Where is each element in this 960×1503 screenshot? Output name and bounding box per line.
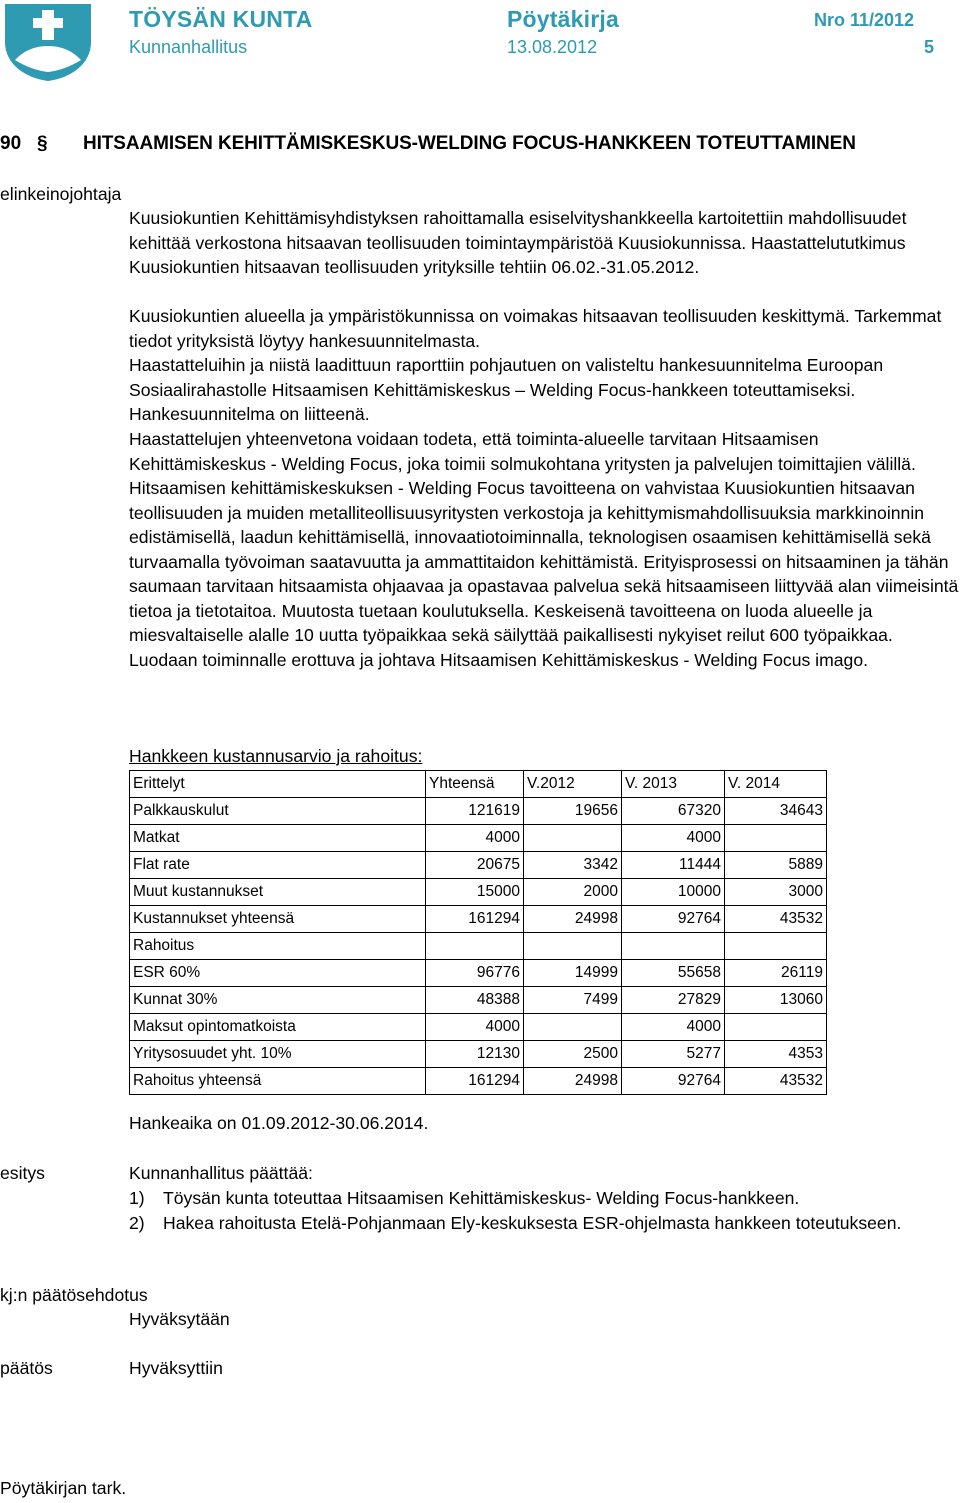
proposal-label: esitys [0,1163,45,1183]
value-cell: 14999 [524,960,622,987]
cost-table-heading: Hankkeen kustannusarvio ja rahoitus: [129,746,423,766]
governing-body: Kunnanhallitus [129,37,248,57]
document-type: Pöytäkirja [507,6,619,32]
value-cell: 3342 [524,852,622,879]
item-number: 1) [129,1188,145,1208]
value-cell [426,933,524,960]
value-cell: 161294 [426,1068,524,1095]
draft-decision-text: Hyväksytään [129,1309,230,1329]
table-row [130,1068,827,1095]
cost-table-header-row [130,771,827,798]
row-label-cell: Kustannukset yhteensä [130,906,426,933]
item-number: 2) [129,1213,145,1233]
section-title: HITSAAMISEN KEHITTÄMISKESKUS-WELDING FOCUS-HANKKEEN TOTEUTTAMINEN [83,133,856,154]
cost-table [129,770,827,1095]
value-cell: 55658 [622,960,725,987]
value-cell [725,1014,827,1041]
row-label-cell: Maksut opintomatkoista [130,1014,426,1041]
value-cell [725,933,827,960]
section-symbol: § [37,133,48,154]
value-cell: 12130 [426,1041,524,1068]
value-cell: 4000 [622,825,725,852]
value-cell: 24998 [524,906,622,933]
proposal-item [129,1211,960,1236]
table-row [130,1041,827,1068]
paragraph-project-plan: Haastatteluihin ja niistä laadittuun raporttiin pohjautuen on valisteltu hankesuunnitelma Euroopan Sosiaalirahastolle Hitsaamisen Kehittämiskeskus – Welding Focus-hankkeen toteuttamiseksi. Hankesuunnitelma on liitteenä. [129,355,884,424]
table-row [130,1014,827,1041]
value-cell: 43532 [725,906,827,933]
value-cell: 11444 [622,852,725,879]
coat-of-arms-icon [3,2,93,82]
minutes-checker-footer: Pöytäkirjan tark. [0,1478,127,1498]
table-row [130,960,827,987]
value-cell: 3000 [725,879,827,906]
value-cell [524,825,622,852]
row-label-cell: Muut kustannukset [130,879,426,906]
value-cell: 7499 [524,987,622,1014]
header-cell: Yhteensä [426,771,524,798]
value-cell [524,1014,622,1041]
row-label-cell: Palkkauskulut [130,798,426,825]
decision-text: Hyväksyttiin [129,1358,223,1378]
value-cell: 10000 [622,879,725,906]
value-cell [725,825,827,852]
header-cell: Erittelyt [130,771,426,798]
section-number: 90 [0,133,22,154]
value-cell: 27829 [622,987,725,1014]
value-cell: 19656 [524,798,622,825]
item-text: Töysän kunta toteuttaa Hitsaamisen Kehittämiskeskus- Welding Focus-hankkeen. [163,1188,800,1208]
table-row [130,906,827,933]
table-row [130,933,827,960]
value-cell: 48388 [426,987,524,1014]
value-cell: 92764 [622,1068,725,1095]
project-period: Hankeaika on 01.09.2012-30.06.2014. [129,1113,429,1133]
value-cell: 26119 [725,960,827,987]
paragraph-industry-cluster: Kuusiokuntien alueella ja ympäristökunnissa on voimakas hitsaavan teollisuuden keskittymä. Tarkemmat tiedot yrityksistä löytyy hankesuunnitelmasta. [129,306,942,351]
table-row [130,987,827,1014]
table-row [130,852,827,879]
paragraph-summary: Haastattelujen yhteenvetona voidaan todeta, että toiminta-alueelle tarvitaan Hitsaamisen Kehittämiskeskus - Welding Focus, joka toimii solmukohtana yritysten ja palvelujen toimittajien välillä. Hitsaamisen kehittämiskeskuksen - Welding Focus tavoitteena on vahvistaa Kuusiokuntien hitsaavan teollisuuden ja muiden metalliteollisuusyritysten verkostoja ja kehittymismahdollisuuksia markkinoinnin edistämisellä, laadun kehittämisellä, innovaatiotoiminnalla, teknologisen osaamisen kehittämisellä sekä turvaamalla työvoiman saatavuutta ja ammattitaidon kehittämistä. Erityisprosessi on hitsaaminen ja tähän saumaan tarvitaan hitsaamista ohjaavaa ja opastavaa palvelua sekä hitsaamiseen liittyvää alan viimeisintä tietoa ja tietotaitoa. Muutosta tuetaan koulutuksella. Keskeisenä tavoitteena on luoda alueelle ja miesvaltaiselle alalle 10 uutta työpaikkaa sekä säilyttää paikallisesti nykyiset reilut 600 työpaikkaa. Luodaan toiminnalle erottuva ja johtava Hitsaamisen Kehittämiskeskus - Welding Focus imago. [129,429,959,670]
value-cell: 96776 [426,960,524,987]
value-cell: 43532 [725,1068,827,1095]
row-label-cell: Rahoitus [130,933,426,960]
value-cell: 13060 [725,987,827,1014]
row-label-cell: ESR 60% [130,960,426,987]
value-cell: 121619 [426,798,524,825]
table-row [130,879,827,906]
value-cell: 4353 [725,1041,827,1068]
value-cell: 2000 [524,879,622,906]
document-number: Nro 11/2012 [814,10,915,30]
header-cell: V. 2014 [725,771,827,798]
row-label-cell: Yritysosuudet yht. 10% [130,1041,426,1068]
paragraph-background: Kuusiokuntien Kehittämisyhdistyksen rahoittamalla esiselvityshankkeella kartoitettiin mahdollisuudet kehittää verkostona hitsaavan teollisuuden toimintaympäristöä Kuusiokunnissa. Haastattelututkimus Kuusiokuntien hitsaavan teollisuuden yrityksille tehtiin 06.02.-31.05.2012. [129,208,907,277]
value-cell: 34643 [725,798,827,825]
value-cell: 4000 [622,1014,725,1041]
table-row [130,825,827,852]
value-cell: 5889 [725,852,827,879]
proposal-intro: Kunnanhallitus päättää: [129,1163,313,1183]
page-number: 5 [924,37,935,57]
value-cell: 92764 [622,906,725,933]
row-label-cell: Rahoitus yhteensä [130,1068,426,1095]
row-label-cell: Flat rate [130,852,426,879]
preparer-label: elinkeinojohtaja [0,184,122,204]
municipality-name: TÖYSÄN KUNTA [129,6,313,32]
value-cell: 4000 [426,825,524,852]
value-cell [524,933,622,960]
proposal-item [129,1186,960,1211]
value-cell: 24998 [524,1068,622,1095]
table-row [130,798,827,825]
draft-decision-label: kj:n päätösehdotus [0,1285,148,1305]
row-label-cell: Kunnat 30% [130,987,426,1014]
header-cell: V.2012 [524,771,622,798]
value-cell: 20675 [426,852,524,879]
decision-label: päätös [0,1358,53,1378]
header-cell: V. 2013 [622,771,725,798]
row-label-cell: Matkat [130,825,426,852]
item-text: Hakea rahoitusta Etelä-Pohjanmaan Ely-keskuksesta ESR-ohjelmasta hankkeen toteutukseen. [163,1213,902,1233]
proposal-list [129,1186,960,1236]
value-cell: 2500 [524,1041,622,1068]
value-cell: 15000 [426,879,524,906]
value-cell: 161294 [426,906,524,933]
value-cell [622,933,725,960]
value-cell: 5277 [622,1041,725,1068]
value-cell: 67320 [622,798,725,825]
meeting-date: 13.08.2012 [507,37,598,57]
value-cell: 4000 [426,1014,524,1041]
